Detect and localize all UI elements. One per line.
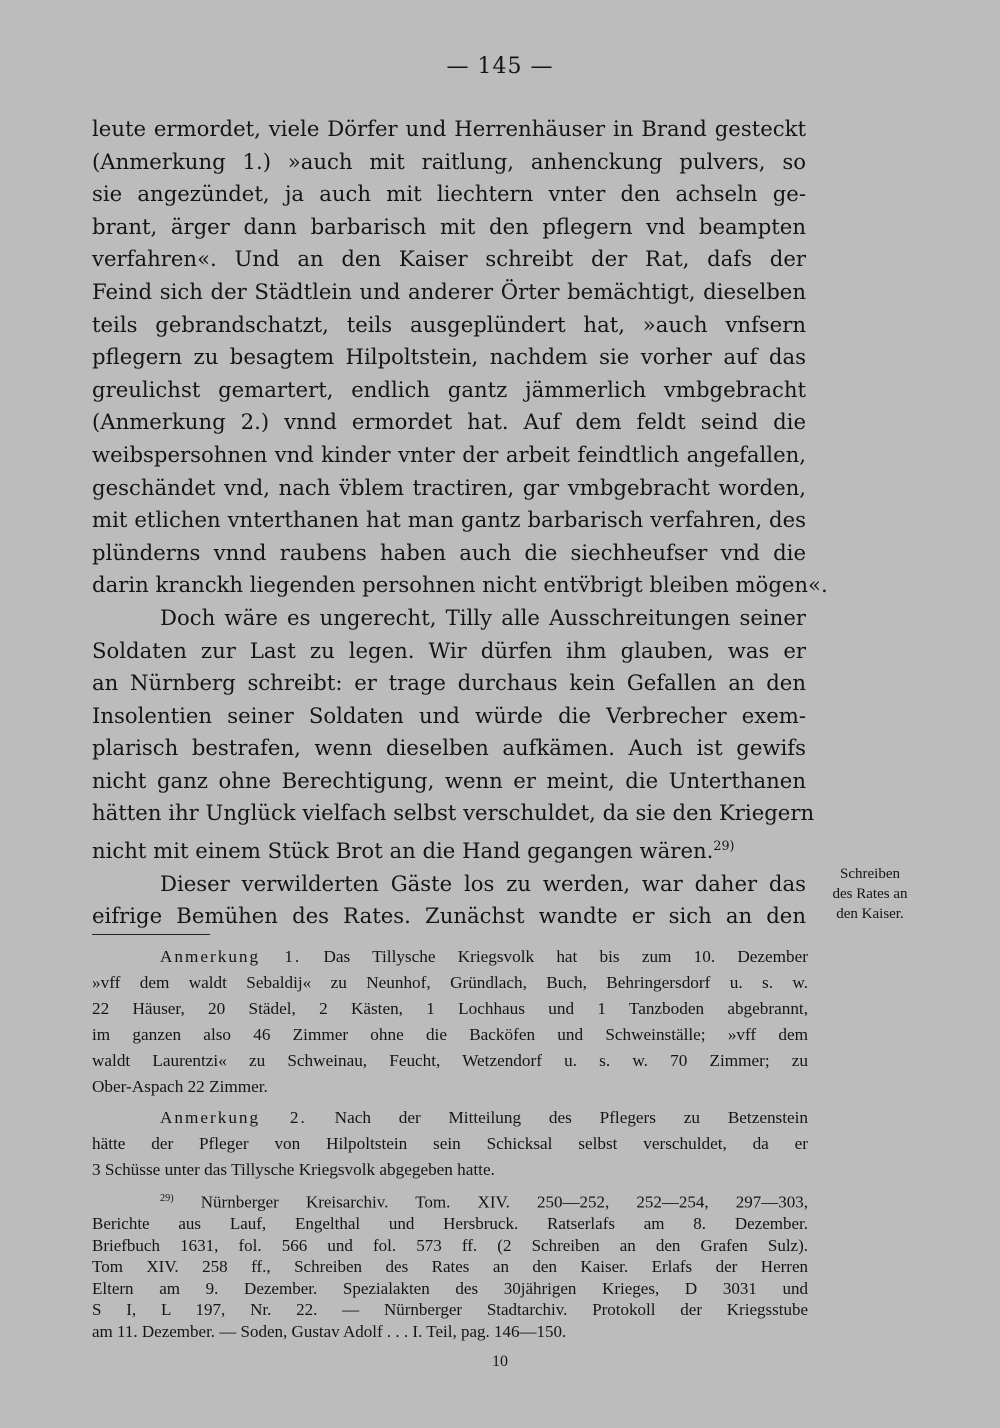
margin-note: [814, 864, 926, 924]
text-line: an Nürnberg schreibt: er trage durchaus kein Gefallen an den: [92, 670, 806, 696]
page-number: — 145 —: [446, 54, 554, 79]
text-line: (Anmerkung 2.) vnnd ermordet hat. Auf dem feldt seind die: [92, 409, 806, 435]
footnote-29: [92, 1188, 808, 1342]
text-line: plünderns vnnd raubens haben auch die siechheufser vnd die: [92, 539, 806, 565]
note-line: im ganzen also 46 Zimmer ohne die Backöfen und Schweinställe; »vff dem: [92, 1024, 808, 1044]
note-line: hätte der Pfleger von Hilpoltstein sein Schicksal selbst verschuldet, da er: [92, 1133, 808, 1153]
footnote-line: am 11. Dezember. — Soden, Gustav Adolf . . . I. Teil, pag. 146—150.: [92, 1321, 567, 1341]
note-line: 22 Häuser, 20 Städel, 2 Kästen, 1 Lochhaus und 1 Tanzboden abgebrannt,: [92, 998, 808, 1018]
footnote-line: [92, 1188, 808, 1213]
footnote-divider: [92, 934, 210, 935]
text-line: (Anmerkung 1.) »auch mit raitlung, anhenckung pulvers, so: [92, 148, 806, 174]
text-line: greulichst gemartert, endlich gantz jämmerlich vmbgebracht: [92, 376, 806, 402]
text-line: hätten ihr Unglück vielfach selbst verschuldet, da sie den Kriegern: [92, 800, 815, 826]
text-line: Soldaten zur Last zu legen. Wir dürfen ihm glauben, was er: [92, 637, 806, 663]
text-line: nicht ganz ohne Berechtigung, wenn er meint, die Unterthanen: [92, 767, 806, 793]
text-line: geschändet vnd, nach v̈blem tractiren, gar vmbgebracht worden,: [92, 474, 806, 500]
footnote-line: Berichte aus Lauf, Engelthal und Hersbruck. Ratserlafs am 8. Dezember.: [92, 1214, 808, 1234]
footnote-reference: 29): [713, 838, 735, 854]
note-2: [92, 1105, 808, 1183]
footnote-text: Nürnberger Kreisarchiv. Tom. XIV. 250—252, 252—254, 297—303,: [200, 1192, 809, 1212]
text-line: Feind sich der Städtlein und anderer Örter bemächtigt, dieselben: [92, 278, 806, 304]
text-line: plarisch bestrafen, wenn dieselben aufkämen. Auch ist gewifs: [92, 735, 806, 761]
text-line: eifrige Bemühen des Rates. Zunächst wandte er sich an den: [92, 903, 806, 929]
text-line: teils gebrandschatzt, teils ausgeplündert hat, »auch vnfsern: [92, 311, 806, 337]
note-line: 3 Schüsse unter das Tillysche Kriegsvolk abgegeben hatte.: [92, 1159, 495, 1179]
footnote-marker: 29): [160, 1193, 174, 1204]
note-label: Anmerkung 1.: [160, 947, 302, 966]
margin-note-line: des Rates an: [832, 886, 908, 902]
note-line: »vff dem waldt Sebaldij« zu Neunhof, Gründlach, Buch, Behringersdorf u. s. w.: [92, 972, 808, 992]
text-line: [92, 830, 806, 868]
note-line: waldt Laurentzi« zu Schweinau, Feucht, Wetzendorf u. s. w. 70 Zimmer; zu: [92, 1050, 808, 1070]
footnote-line: Tom XIV. 258 ff., Schreiben des Rates an den Kaiser. Erlafs der Herren: [92, 1257, 808, 1277]
text-line: sie angezündet, ja auch mit liechtern vnter den achseln ge-: [92, 181, 806, 207]
note-line: Ober-Aspach 22 Zimmer.: [92, 1076, 268, 1096]
note-text: Das Tillysche Kriegsvolk hat bis zum 10. Dezember: [323, 947, 808, 966]
text-line: brant, ärger dann barbarisch mit den pflegern vnd beampten: [92, 213, 806, 239]
footnote-line: Eltern am 9. Dezember. Spezialakten des 30jährigen Krieges, D 3031 und: [92, 1278, 808, 1298]
text-line-content: nicht mit einem Stück Brot an die Hand gegangen wären.: [92, 838, 714, 864]
text-line: weibspersohnen vnd kinder vnter der arbeit feindtlich angefallen,: [92, 441, 806, 467]
margin-note-line: den Kaiser.: [836, 906, 904, 922]
note-text: Nach der Mitteilung des Pflegers zu Betzenstein: [334, 1108, 809, 1127]
main-text: [92, 113, 828, 933]
text-line: Doch wäre es ungerecht, Tilly alle Ausschreitungen seiner: [160, 604, 806, 630]
text-line: pflegern zu besagtem Hilpoltstein, nachdem sie vorher auf das: [92, 344, 806, 370]
text-line: Dieser verwilderten Gäste los zu werden, war daher das: [160, 870, 806, 896]
note-1: [92, 944, 808, 1099]
sheet-signature: 10: [492, 1353, 508, 1370]
text-line: leute ermordet, viele Dörfer und Herrenhäuser in Brand gesteckt: [92, 116, 806, 141]
note-line: [92, 944, 808, 970]
text-line: Insolentien seiner Soldaten und würde die Verbrecher exem-: [92, 702, 806, 728]
footnote-line: Briefbuch 1631, fol. 566 und fol. 573 ff. (2 Schreiben an den Grafen Sulz).: [92, 1235, 808, 1255]
text-line: mit etlichen vnterthanen hat man gantz barbarisch verfahren, des: [92, 507, 806, 533]
footnote-line: S I, L 197, Nr. 22. — Nürnberger Stadtarchiv. Protokoll der Kriegsstube: [92, 1300, 808, 1320]
text-line: darin kranckh liegenden persohnen nicht entv̈brigt bleiben mögen«.: [92, 572, 828, 598]
note-line: [92, 1105, 808, 1131]
note-label: Anmerkung 2.: [160, 1108, 307, 1127]
margin-note-line: Schreiben: [840, 866, 900, 882]
text-line: verfahren«. Und an den Kaiser schreibt der Rat, dafs der: [92, 246, 806, 272]
